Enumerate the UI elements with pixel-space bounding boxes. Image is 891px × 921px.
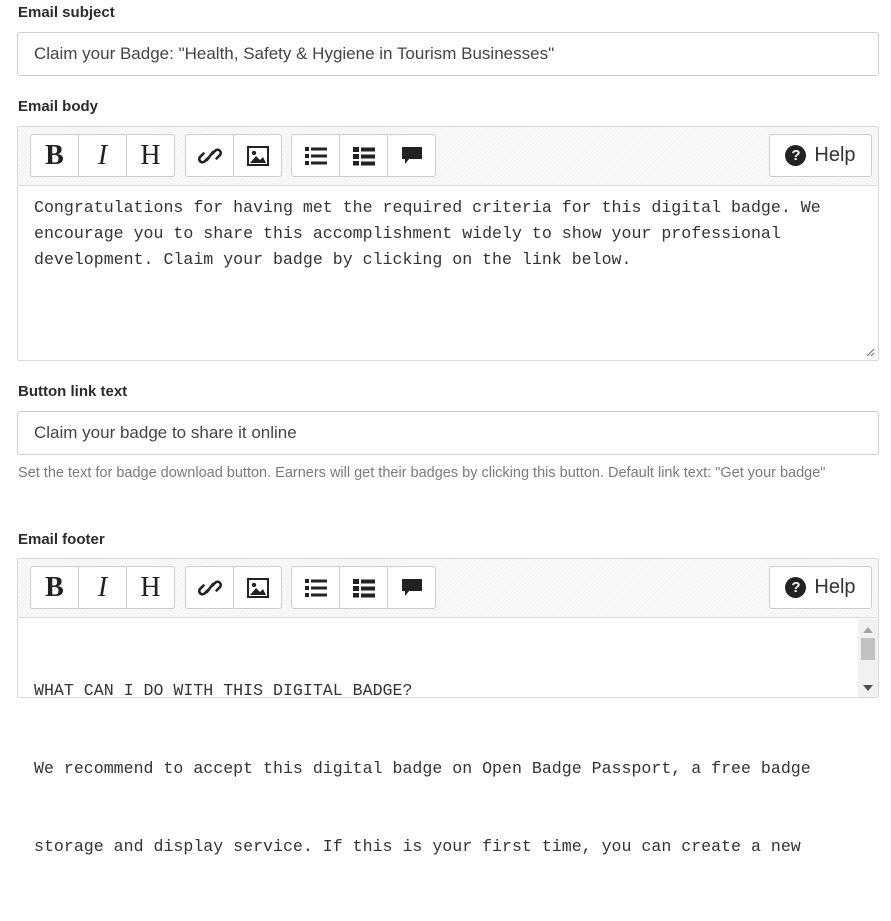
- link-icon: [199, 144, 221, 168]
- image-icon: [247, 146, 269, 166]
- insert-group: [185, 134, 282, 177]
- quote-button[interactable]: [387, 134, 436, 177]
- text-format-group: [30, 134, 175, 177]
- link-icon: [199, 576, 221, 600]
- italic-icon: I: [97, 139, 108, 171]
- image-button[interactable]: [233, 566, 282, 609]
- quote-button[interactable]: [387, 566, 436, 609]
- italic-button[interactable]: [78, 134, 127, 177]
- heading-icon: H: [140, 571, 161, 603]
- image-icon: [247, 578, 269, 598]
- heading-icon: H: [140, 139, 161, 171]
- email-footer-editor: [17, 558, 879, 856]
- scroll-up-arrow-icon[interactable]: [863, 627, 873, 633]
- heading-button[interactable]: [126, 566, 175, 609]
- unordered-list-button[interactable]: [291, 134, 340, 177]
- unordered-list-icon: [305, 578, 327, 598]
- bold-icon: B: [45, 571, 64, 603]
- italic-icon: I: [97, 571, 108, 603]
- button-link-input[interactable]: Claim your badge to share it online: [17, 411, 879, 455]
- ordered-list-icon: [353, 578, 375, 598]
- unordered-list-icon: [305, 146, 327, 166]
- ordered-list-button[interactable]: [339, 134, 388, 177]
- footer-line: storage and display service. If this is your first time, you can create a new: [34, 837, 801, 856]
- email-body-toolbar: [18, 127, 878, 186]
- question-circle-icon: ?: [785, 577, 806, 598]
- insert-group: [185, 566, 282, 609]
- link-button[interactable]: [185, 134, 234, 177]
- bold-button[interactable]: [30, 134, 79, 177]
- email-subject-input[interactable]: Claim your Badge: "Health, Safety & Hygiene in Tourism Businesses": [17, 32, 879, 76]
- italic-button[interactable]: [78, 566, 127, 609]
- button-link-help-text: Set the text for badge download button. Earners will get their badges by clicking this button. Default link text: "Get your badge": [18, 465, 826, 481]
- email-body-label: Email body: [18, 98, 99, 115]
- email-subject-label: Email subject: [18, 4, 115, 21]
- image-button[interactable]: [233, 134, 282, 177]
- bold-icon: B: [45, 139, 64, 171]
- ordered-list-button[interactable]: [339, 566, 388, 609]
- text-format-group: [30, 566, 175, 609]
- footer-line: We recommend to accept this digital badge on Open Badge Passport, a free badge: [34, 759, 811, 778]
- block-group: [291, 566, 436, 609]
- help-label: Help: [814, 144, 856, 166]
- email-body-textarea[interactable]: Congratulations for having met the required criteria for this digital badge. We encourage you to share this accomplishment widely to show your professional development. Claim your badge by clicking on the link below.: [34, 198, 831, 269]
- vertical-scrollbar[interactable]: [858, 619, 878, 697]
- resize-handle-icon[interactable]: [865, 347, 875, 357]
- bold-button[interactable]: [30, 566, 79, 609]
- comment-icon: [401, 578, 423, 598]
- email-body-editor: [17, 126, 879, 361]
- unordered-list-button[interactable]: [291, 566, 340, 609]
- heading-button[interactable]: [126, 134, 175, 177]
- comment-icon: [401, 146, 423, 166]
- button-link-label: Button link text: [18, 383, 128, 400]
- scroll-down-arrow-icon[interactable]: [863, 685, 873, 691]
- help-button[interactable]: [769, 566, 872, 609]
- email-footer-textarea[interactable]: [18, 618, 878, 921]
- footer-line: WHAT CAN I DO WITH THIS DIGITAL BADGE?: [34, 681, 413, 700]
- link-button[interactable]: [185, 566, 234, 609]
- help-button[interactable]: [769, 134, 872, 177]
- ordered-list-icon: [353, 146, 375, 166]
- block-group: [291, 134, 436, 177]
- scrollbar-thumb[interactable]: [861, 638, 875, 660]
- email-footer-toolbar: [18, 559, 878, 618]
- email-footer-label: Email footer: [18, 531, 105, 548]
- help-label: Help: [814, 576, 856, 598]
- question-circle-icon: ?: [785, 145, 806, 166]
